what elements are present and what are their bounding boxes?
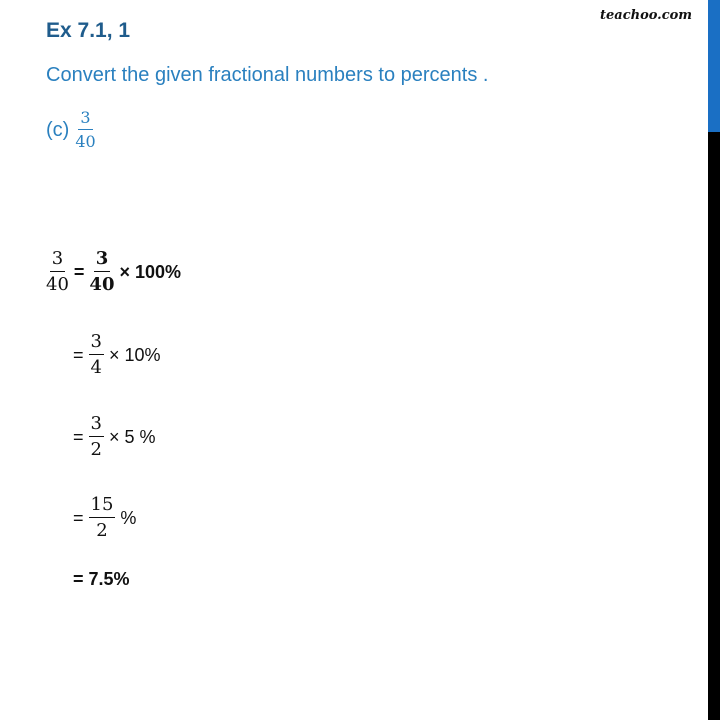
step-rest: × 5 % [108, 426, 156, 447]
scrollbar-track[interactable] [708, 132, 720, 720]
part-label: (c) [46, 118, 70, 141]
fraction [89, 250, 114, 294]
numerator: 15 [89, 496, 116, 518]
scrollbar-thumb[interactable] [708, 0, 720, 132]
teachoo-logo: teachoo.com [600, 8, 693, 23]
step-4 [73, 496, 136, 540]
step-rest: × 10% [108, 344, 161, 365]
step-2 [73, 333, 161, 377]
step-5-answer [73, 569, 130, 590]
equals: = [73, 426, 84, 447]
equals: = [73, 569, 84, 589]
step-rest: × 100% [119, 261, 182, 282]
denominator: 4 [90, 357, 102, 378]
step-3 [73, 415, 156, 459]
equals: = [73, 344, 84, 365]
fraction [89, 496, 116, 540]
numerator: 3 [94, 250, 111, 272]
fraction [89, 415, 104, 459]
denominator: 2 [90, 439, 102, 460]
fraction [89, 333, 104, 377]
numerator: 3 [89, 415, 104, 437]
final-answer: 7.5% [88, 569, 130, 589]
part-fraction [75, 110, 95, 150]
numerator: 3 [89, 333, 104, 355]
denominator: 40 [75, 132, 96, 151]
question-text: Convert the given fractional numbers to percents . [46, 64, 489, 86]
step-rest: % [120, 507, 137, 528]
lhs-fraction [46, 250, 69, 294]
exercise-title: Ex 7.1, 1 [46, 19, 131, 42]
step-1 [46, 250, 181, 294]
equals: = [73, 261, 85, 282]
numerator: 3 [78, 110, 92, 130]
question-part [46, 110, 96, 150]
denominator: 2 [96, 520, 108, 541]
numerator: 3 [50, 250, 65, 272]
denominator: 40 [89, 274, 115, 295]
equals: = [73, 507, 84, 528]
denominator: 40 [46, 274, 69, 295]
